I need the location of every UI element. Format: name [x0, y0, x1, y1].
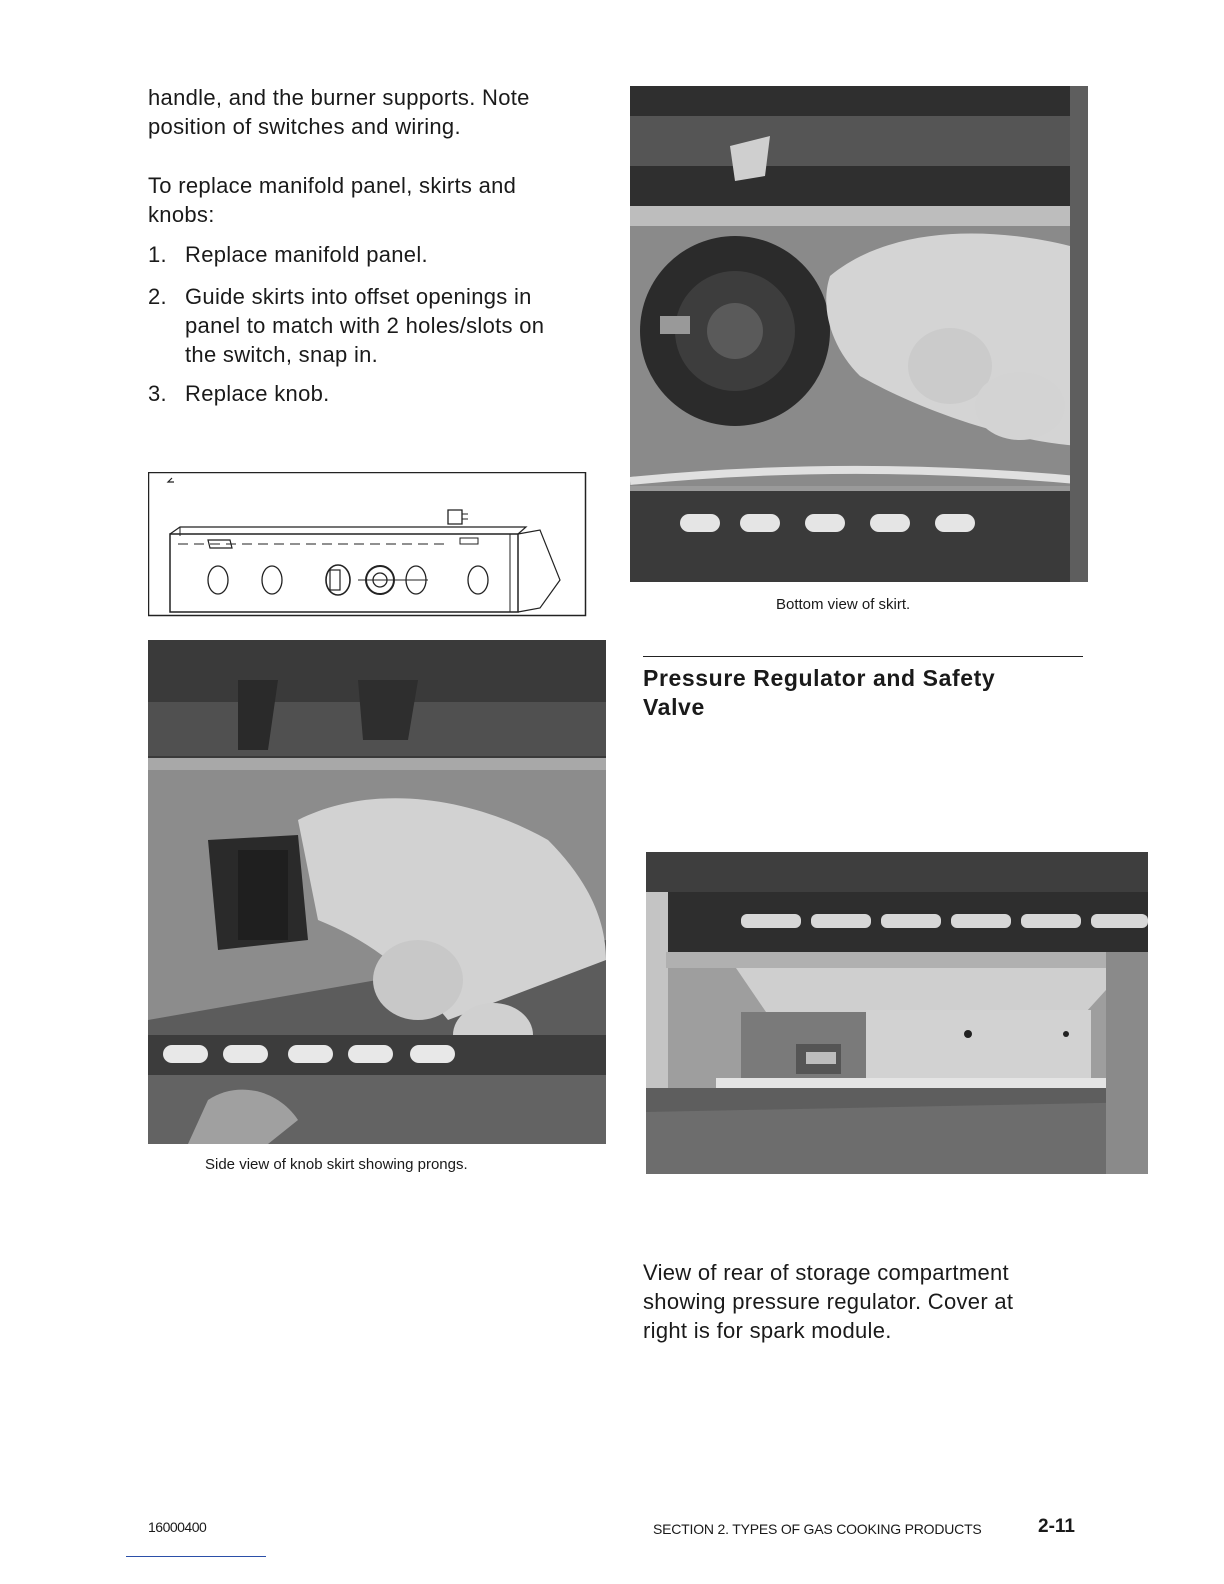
doc-number: 16000400 — [148, 1519, 207, 1535]
manifold-panel-drawing — [148, 472, 588, 618]
replace-heading — [148, 171, 588, 229]
intro-line: handle, and the burner supports. Note — [148, 85, 530, 110]
page-number: 2-11 — [1038, 1516, 1075, 1537]
regulator-description-line: right is for spark module. — [643, 1318, 892, 1343]
step-line: Replace manifold panel. — [185, 242, 428, 267]
step-number: 1. — [148, 242, 167, 267]
storage-compartment-photo — [646, 852, 1148, 1174]
section-heading — [643, 664, 995, 722]
footer-rule — [126, 1556, 266, 1557]
knob-skirt-side-image — [148, 640, 606, 1144]
step-line: Guide skirts into offset openings in — [185, 284, 532, 309]
step-number: 2. — [148, 284, 167, 309]
step-line: Replace knob. — [185, 381, 330, 406]
step-1 — [148, 240, 595, 269]
step-line: the switch, snap in. — [185, 342, 379, 367]
storage-compartment-image — [646, 852, 1148, 1174]
step-line: panel to match with 2 holes/slots on — [185, 313, 545, 338]
replace-heading-line: knobs: — [148, 202, 215, 227]
knob-skirt-side-photo — [148, 640, 606, 1144]
step-number: 3. — [148, 381, 167, 406]
regulator-description-line: View of rear of storage compartment — [643, 1260, 1009, 1285]
skirt-bottom-caption: Bottom view of skirt. — [776, 596, 911, 613]
intro-paragraph — [148, 83, 588, 141]
skirt-bottom-photo — [630, 86, 1088, 582]
regulator-description-line: showing pressure regulator. Cover at — [643, 1289, 1014, 1314]
manifold-panel-diagram — [148, 472, 588, 618]
section-divider — [643, 656, 1083, 657]
section-heading-line: Pressure Regulator and Safety — [643, 665, 996, 691]
step-2 — [148, 282, 595, 369]
section-label: SECTION 2. TYPES OF GAS COOKING PRODUCTS — [653, 1521, 982, 1537]
intro-line: position of switches and wiring. — [148, 114, 461, 139]
replace-heading-line: To replace manifold panel, skirts and — [148, 173, 517, 198]
skirt-bottom-image — [630, 86, 1088, 582]
section-heading-line: Valve — [643, 694, 705, 720]
step-3 — [148, 379, 595, 408]
knob-skirt-caption: Side view of knob skirt showing prongs. — [205, 1156, 468, 1173]
regulator-description — [643, 1258, 1083, 1345]
